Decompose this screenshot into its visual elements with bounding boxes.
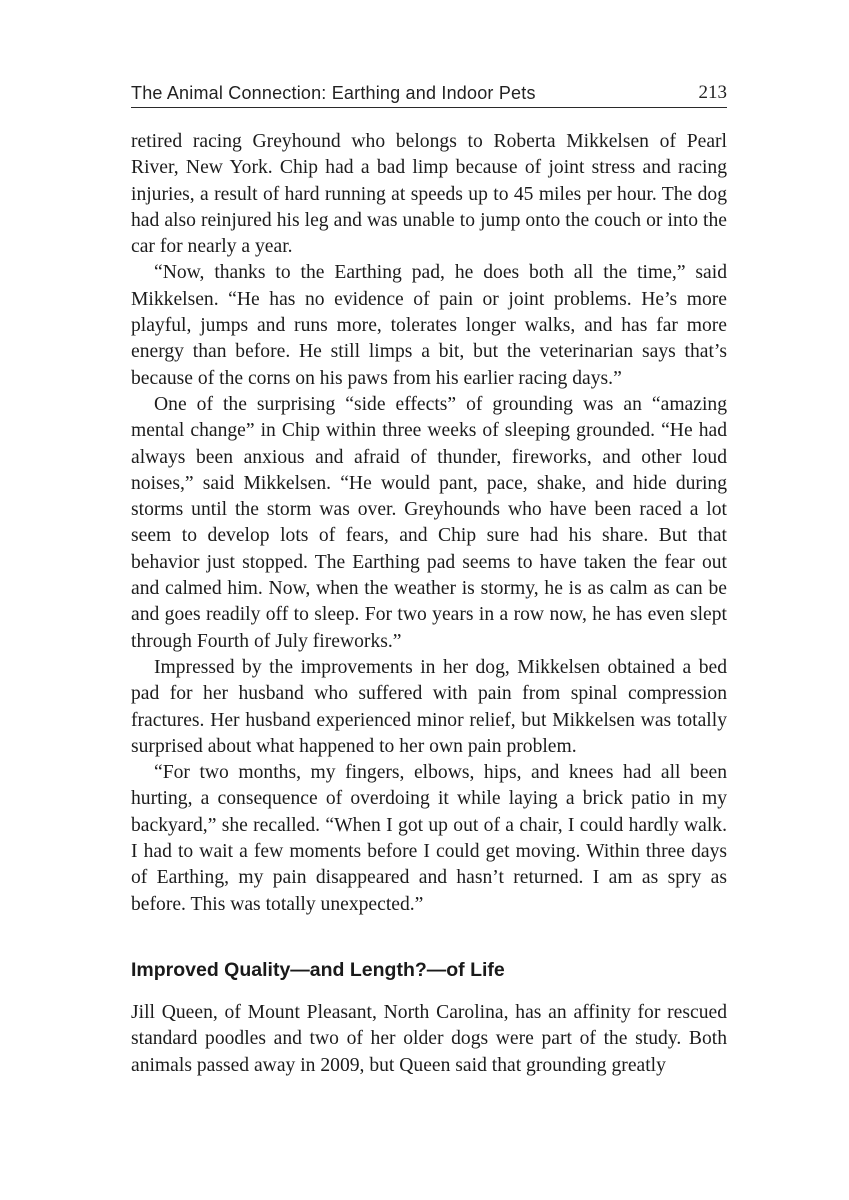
page-number: 213 xyxy=(698,82,727,103)
paragraph: “For two months, my fingers, elbows, hips, and knees had all been hurting, a consequence of overdoing it while laying a brick patio in my backyard,” she recalled. “When I got up out of a chair, I could hardly walk. I had to wait a few moments before I could get moving. Within three days of Earthing, my pain disappeared and hasn’t returned. I am as spry as before. This was totally unexpected.” xyxy=(131,762,727,915)
running-title: The Animal Connection: Earthing and Indoor Pets xyxy=(131,83,536,103)
section-text xyxy=(131,1000,727,1079)
paragraph: Jill Queen, of Mount Pleasant, North Carolina, has an affinity for rescued standard poodles and two of her older dogs were part of the study. Both animals passed away in 2009, but Queen said that grounding greatly xyxy=(131,1002,727,1076)
paragraph: “Now, thanks to the Earthing pad, he does both all the time,” said Mikkelsen. “He has no evidence of pain or joint problems. He’s more playful, jumps and runs more, tolerates longer walks, and has far more energy than before. He still limps a bit, but the veterinarian says that’s because of the corns on his paws from his earlier racing days.” xyxy=(131,262,727,389)
paragraph: Impressed by the improvements in her dog, Mikkelsen obtained a bed pad for her husband who suffered with pain from spinal compression fractures. Her husband experienced minor relief, but Mikkelsen was totally surprised about what happened to her own pain problem. xyxy=(131,656,727,757)
body-text xyxy=(131,129,727,918)
paragraph: retired racing Greyhound who belongs to Roberta Mikkelsen of Pearl River, New York. Chip had a bad limp because of joint stress and racing injuries, a result of hard running at speeds up to 45 miles per hour. The dog had also reinjured his leg and was unable to jump onto the couch or into the car for nearly a year. xyxy=(131,131,727,258)
paragraph: One of the surprising “side effects” of grounding was an “amazing mental change” in Chip within three weeks of sleeping grounded. “He had always been anxious and afraid of thunder, fireworks, and other loud noises,” said Mikkelsen. “He would pant, pace, shake, and hide during storms until the storm was over. Greyhounds who have been raced a lot seem to develop lots of fears, and Chip sure had his share. But that behavior just stopped. The Earthing pad seems to have taken the fear out and calmed him. Now, when the weather is stormy, he is as calm as can be and goes readily off to sleep. For two years in a row now, he has even slept through Fourth of July fireworks.” xyxy=(131,393,727,652)
section-heading: Improved Quality—and Length?—of Life xyxy=(131,959,505,981)
running-header xyxy=(131,79,727,108)
